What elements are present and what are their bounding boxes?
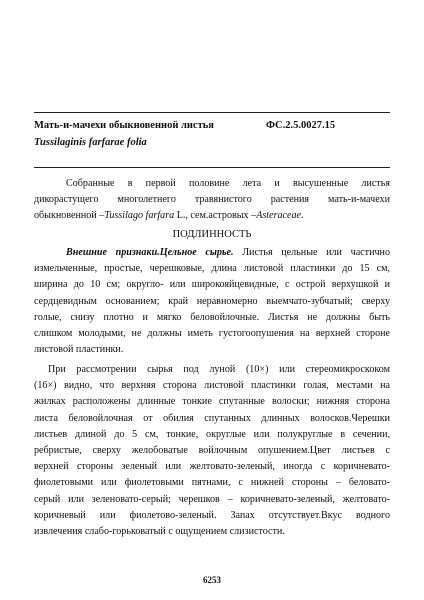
- text-line: Собранные в первой половине лета и высушенные листья: [66, 178, 390, 189]
- monograph-code: ФС.2.5.0027.15: [266, 120, 336, 131]
- text-line: измельченные, простые, черешковые, длина листовой пластинки до 15 см,: [34, 263, 390, 275]
- text-line: [34, 245, 390, 261]
- text-line: (16×) видно, что верхняя сторона листовой пластинки голая, местами на: [34, 380, 390, 392]
- latin-name: Tussilaginis farfarae folia: [34, 137, 147, 148]
- text-line: листа беловойлочная от обилия спутанных длинных волосков.Черешки: [34, 412, 390, 424]
- header-bottom-rule: [34, 167, 390, 168]
- text-line: При рассмотрении сырья под луной (10×) или стереомикроскоком: [48, 364, 390, 375]
- text-line: фиолетовыми или фиолетовыми пятнами, с нижней стороны – беловато-: [34, 477, 390, 489]
- text-fragment: Листья цельные или частично: [233, 247, 390, 258]
- text-line: извлечения слабо-горьковатый с ощущением слизистости.: [34, 526, 285, 538]
- text-fragment: L., сем.астровых –: [174, 210, 257, 222]
- page-number: 6253: [203, 575, 221, 585]
- external-features-paragraph: [34, 245, 390, 358]
- whole-material-label: Цельное сырье.: [159, 247, 234, 258]
- family-name: Asteraceae: [256, 210, 302, 222]
- external-features-label: Внешние признаки.: [66, 247, 160, 258]
- monograph-header: [34, 120, 390, 131]
- text-line: ребристые, сверху желобоватые войлочным опушением.Цвет листьев с: [34, 445, 390, 457]
- text-line: голые, снизу плотно и мягко беловойлочные. Листья не должны быть: [34, 311, 390, 323]
- text-line: дикорастущего многолетнего травянистого растения мать-и-мачехи: [34, 194, 390, 206]
- text-fragment: обыкновенной –: [34, 210, 105, 222]
- section-heading-authenticity: ПОДЛИННОСТЬ: [172, 229, 252, 240]
- text-line: [34, 208, 390, 224]
- species-name: Tussilago farfara: [104, 210, 175, 222]
- text-line: листьев длиной до 5 см, тонкие, округлые или полукруглые в сечении,: [34, 428, 390, 440]
- text-line: листовой пластинки.: [34, 344, 124, 356]
- text-line: жилках расположены длинные тонкие спутанные волоски; нижняя сторона: [34, 396, 390, 408]
- microscopy-paragraph: [34, 362, 390, 540]
- monograph-title: Мать-и-мачехи обыкновенной листья: [34, 120, 214, 131]
- definition-paragraph: [34, 176, 390, 225]
- text-line: верхней стороны зеленый или желтовато-зеленый, иногда с коричневато-: [34, 461, 390, 473]
- text-line: коричневый или фиолетово-зеленый. Запах отсутствует.Вкус водного: [34, 509, 390, 521]
- header-top-rule: [34, 112, 390, 113]
- text-fragment: .: [301, 210, 304, 222]
- text-line: слишком молодыми, не должны иметь густогоопушения на верхней стороне: [34, 328, 390, 340]
- text-line: ширина до 10 см; округло- или широкояйцевидные, с острой верхушкой и: [34, 279, 390, 291]
- text-line: серый или зеленовато-серый; черешков – коричневато-зеленый, желтовато-: [34, 493, 390, 505]
- text-line: сердцевидным основанием; край неравномерно выемчато-зубчатый; сверху: [34, 295, 390, 307]
